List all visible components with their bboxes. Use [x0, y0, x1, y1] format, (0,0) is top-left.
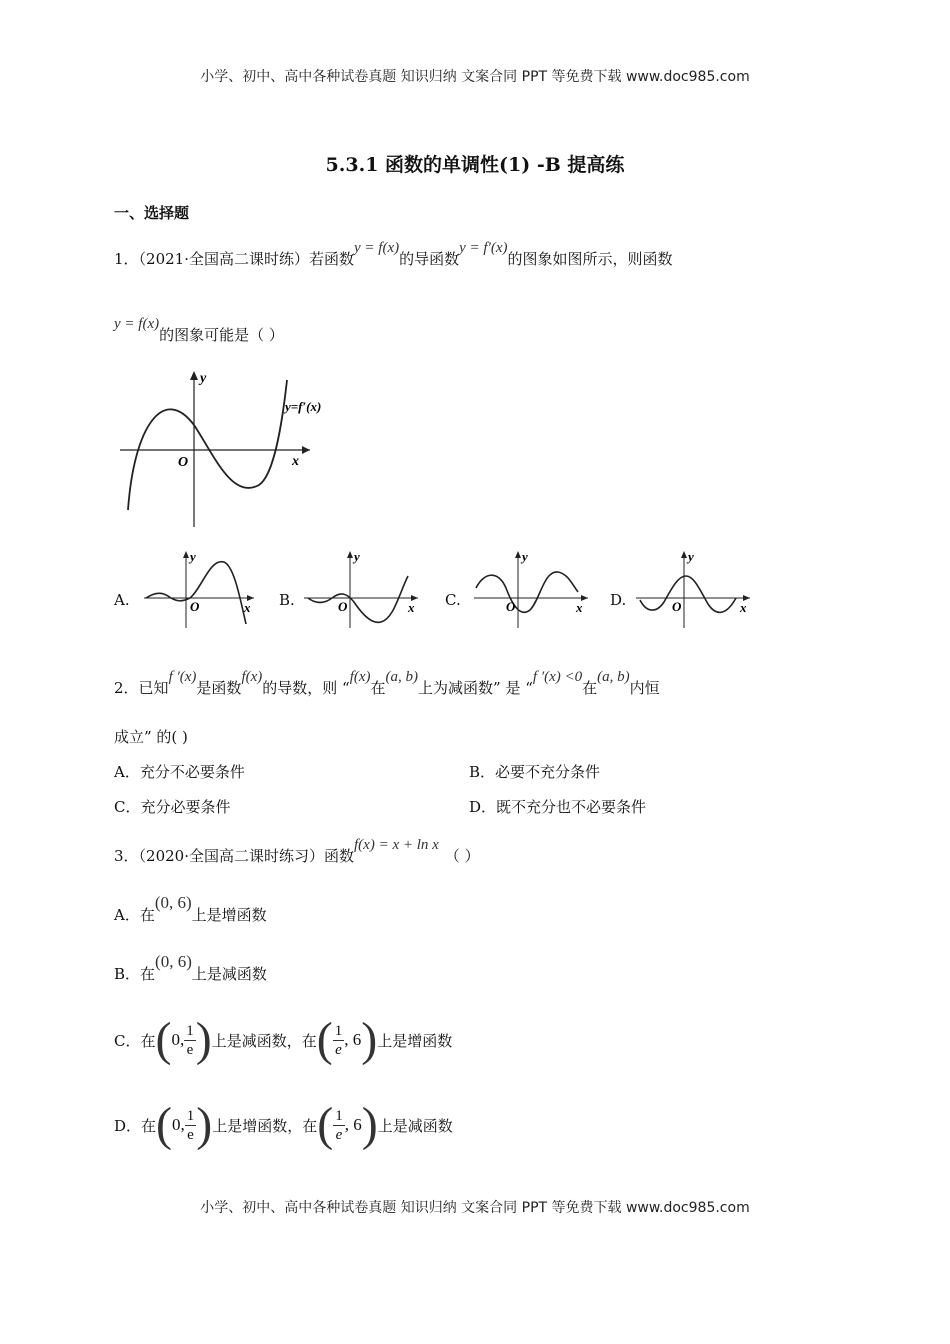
question-1-line-1 [114, 240, 673, 269]
right-paren: ) [196, 1098, 213, 1151]
question-2-text: 是函数 [196, 679, 242, 697]
graph-x-label: x [292, 454, 299, 469]
option-text: C．在 [114, 1031, 156, 1050]
derivative-graph [114, 365, 344, 535]
option-a-x-label: x [244, 600, 251, 615]
graph-curve-label: y=f′(x) [285, 399, 322, 414]
option-b-graph [300, 548, 424, 630]
option-d-y-label: y [688, 549, 694, 564]
fraction-one-over-e [185, 1107, 197, 1144]
question-2-formula: f ′(x) [168, 669, 197, 685]
option-text: 上是减函数，在 [211, 1031, 317, 1050]
option-text: 上是增函数 [377, 1031, 453, 1050]
question-1-formula-fprime: y = f′(x) [459, 240, 508, 256]
question-2-option-a: A．充分不必要条件 [114, 763, 245, 781]
option-c-label: C. [445, 591, 461, 609]
question-2-formula: (a, b) [385, 669, 419, 685]
option-d-graph [632, 548, 756, 630]
left-paren: ( [155, 1013, 172, 1066]
fraction-denominator: e [186, 1041, 194, 1058]
option-text: 上是减函数 [377, 1116, 453, 1135]
option-a-graph [140, 548, 260, 630]
question-2-text: 已知 [138, 679, 169, 697]
option-text: 上是减函数 [191, 965, 267, 983]
left-paren: ( [317, 1098, 334, 1151]
option-d-label: D. [610, 591, 627, 609]
fraction-one-over-e [333, 1022, 345, 1059]
question-2-text: 在 [370, 679, 386, 697]
question-2-text: 内恒 [629, 679, 660, 697]
question-2-line-2: 成立” 的( ) [114, 728, 188, 746]
option-c-y-label: y [522, 549, 528, 564]
question-2-option-d: D．既不充分也不必要条件 [469, 798, 647, 816]
question-2-text: 在 [582, 679, 598, 697]
question-1-number: 1． [114, 250, 139, 268]
fraction-one-over-e [184, 1022, 196, 1059]
question-3-source: （2020·全国高二课时练习）函数 [138, 847, 354, 865]
question-3-formula: f(x) = x + ln x [354, 837, 439, 853]
option-text: 上是增函数 [191, 906, 267, 924]
option-a-label: A. [114, 591, 130, 609]
graph-y-label: y [200, 371, 207, 386]
fraction-denominator: e [335, 1041, 342, 1058]
fraction-numerator: 1 [186, 1022, 194, 1039]
option-c-x-label: x [576, 600, 583, 615]
question-1-text: 的图象可能是（ ） [159, 326, 284, 344]
interval-start: 0, [172, 1115, 185, 1134]
left-paren: ( [316, 1013, 333, 1066]
option-b-label: B. [279, 591, 295, 609]
option-a-origin-label: O [190, 599, 200, 614]
question-2-formula: f(x) [349, 669, 371, 685]
page-title: 5.3.1 函数的单调性(1) -B 提高练 [325, 154, 625, 176]
option-a-interval: (0, 6) [154, 893, 192, 912]
option-text: B．在 [114, 965, 156, 983]
interval-start: 0, [171, 1030, 185, 1049]
fraction-denominator: e [187, 1126, 194, 1143]
question-3-paren: （ ） [444, 847, 480, 865]
option-d-origin-label: O [672, 599, 682, 614]
option-a-y-label: y [190, 549, 196, 564]
question-3-option-b [114, 952, 267, 984]
question-1-text: 的图象如图所示，则函数 [507, 250, 673, 268]
option-c-graph [470, 548, 594, 630]
page-footer: 小学、初中、高中各种试卷真题 知识归纳 文案合同 PPT 等免费下载 www.doc985.com [200, 1200, 750, 1216]
question-1-text: 的导函数 [399, 250, 460, 268]
option-text: D．在 [114, 1116, 157, 1135]
option-c-origin-label: O [506, 599, 516, 614]
question-2-text: 上为减函数” 是 “ [418, 679, 533, 697]
option-text: 上是增函数，在 [212, 1116, 318, 1135]
question-1-formula-fx: y = f(x) [354, 240, 400, 256]
option-b-x-label: x [408, 600, 415, 615]
question-2-formula: f(x) [241, 669, 263, 685]
question-2-text: 的导数，则 “ [262, 679, 350, 697]
question-1-formula-fx-2: y = f(x) [114, 316, 160, 332]
question-1-line-2 [114, 316, 284, 345]
question-2-line-1 [114, 669, 660, 698]
option-d-x-label: x [740, 600, 747, 615]
left-paren: ( [156, 1098, 173, 1151]
question-2-formula: (a, b) [597, 669, 630, 685]
question-3-option-c [114, 1010, 452, 1070]
question-3-option-a [114, 893, 267, 925]
question-2-formula: f ′(x) <0 [532, 669, 583, 685]
fraction-numerator: 1 [186, 1107, 195, 1124]
option-b-y-label: y [354, 549, 360, 564]
page-header: 小学、初中、高中各种试卷真题 知识归纳 文案合同 PPT 等免费下载 www.doc985.com [200, 69, 750, 85]
question-2-number: 2． [114, 679, 139, 697]
right-paren: ) [361, 1013, 378, 1066]
question-3-number: 3． [114, 847, 139, 865]
fraction-numerator: 1 [335, 1107, 343, 1124]
section-heading: 一、选择题 [114, 204, 190, 222]
right-paren: ) [195, 1013, 212, 1066]
option-b-interval: (0, 6) [155, 952, 192, 971]
question-3-option-d [114, 1095, 453, 1155]
question-2-option-b: B．必要不充分条件 [469, 763, 601, 781]
right-paren: ) [361, 1098, 378, 1151]
option-text: A．在 [114, 906, 155, 924]
question-1-source: （2021·全国高二课时练）若函数 [138, 250, 354, 268]
fraction-denominator: e [335, 1126, 343, 1143]
fraction-numerator: 1 [334, 1022, 343, 1039]
option-b-origin-label: O [338, 599, 348, 614]
interval-end: , 6 [344, 1115, 362, 1134]
question-3-line-1 [114, 837, 480, 866]
graph-origin-label: O [178, 455, 189, 470]
fraction-one-over-e [333, 1107, 345, 1144]
question-2-option-c: C．充分必要条件 [114, 798, 231, 816]
interval-end: , 6 [344, 1030, 362, 1049]
